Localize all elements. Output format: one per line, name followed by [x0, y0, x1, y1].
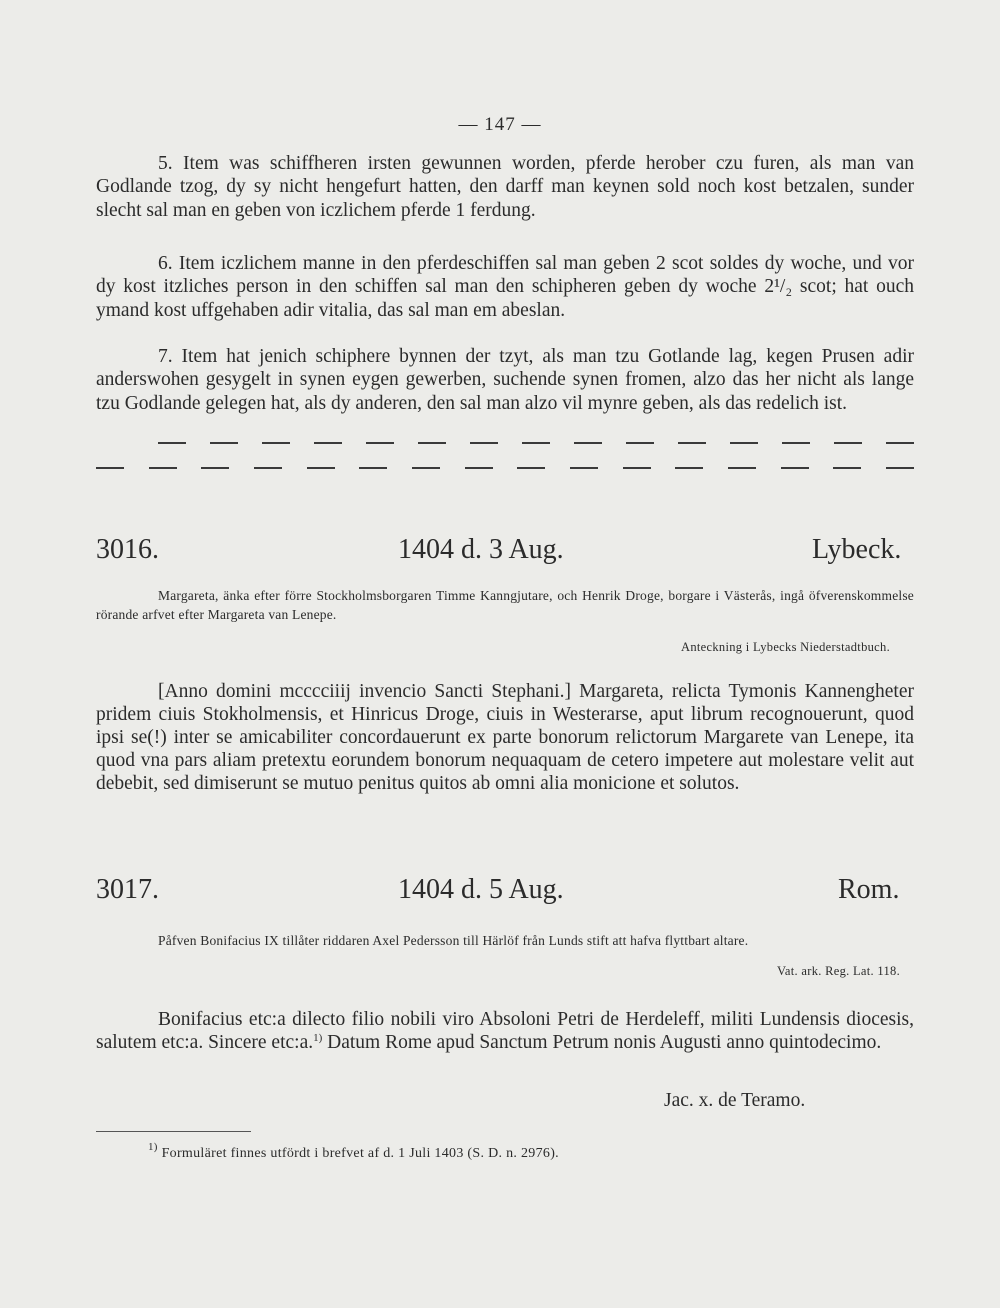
item-7-text: 7. Item hat jenich schiphere bynnen der tzyt, als man tzu Gotlande lag, kegen Prusen adir anderswohen gesygelt in synen eygen gewerben, suchende synen fromen, alzo das her nicht als lange tzu Godlande gelegen hat, als dy anderen, den sal man alzo vil mynre geben, als das redelich ist.	[96, 346, 914, 414]
entry-3016-text	[96, 680, 914, 795]
entry-3016-text-body: [Anno domini mcccciiij invencio Sancti Stephani.] Margareta, relicta Tymonis Kannengheter pridem ciuis Stokholmensis, et Hinricus Droge, ciuis in Westerarse, aput librum recognouerunt, quod ipsi se(!) inter se amicabiliter concordauerunt ex parte bonorum relictorum Margarete van Lenepe, ita quod vna pars aliam pretextu eorundem bonorum nequaquam de cetero impetere aut molestare velit aut debebit, sed dimiserunt se mutuo penitus quitos ab omni alia monicione et solutos.	[96, 681, 914, 794]
entry-3016-number: 3016.	[96, 534, 159, 565]
footnote-marker: 1)	[148, 1141, 158, 1153]
entry-3016-regest	[96, 586, 914, 624]
entry-3017-text-b: Datum Rome apud Sanctum Petrum nonis Augusti anno quintodecimo.	[327, 1032, 882, 1053]
omission-dashes-2	[96, 467, 914, 469]
entry-3016-regest-text: Margareta, änka efter förre Stockholmsborgaren Timme Kanngjutare, och Henrik Droge, borgare i Västerås, ingå öfverenskommelse rörande arfvet efter Margareta van Lenepe.	[96, 588, 914, 622]
item-6-text: 6. Item iczlichem manne in den pferdeschiffen sal man geben 2 scot soldes dy woche, und vor dy kost itzliches person in den schiffen sal man den schipheren geben dy woche	[96, 253, 914, 298]
item-5-paragraph	[96, 152, 914, 222]
entry-3016-date: 1404 d. 3 Aug.	[398, 534, 564, 565]
footnote-rule	[96, 1131, 251, 1132]
item-6-fraction: 2¹/₂	[764, 276, 793, 298]
page-number: — 147 —	[458, 114, 542, 135]
omission-dashes-1	[158, 442, 914, 444]
entry-3017-regest-text: Påfven Bonifacius IX tillåter riddaren Axel Pedersson till Härlöf från Lunds stift att hafva flyttbart altare.	[158, 933, 749, 948]
item-7-paragraph	[96, 345, 914, 415]
entry-3017-signature: Jac. x. de Teramo.	[664, 1090, 806, 1111]
entry-3017-text	[96, 1008, 914, 1054]
entry-3017-source: Vat. ark. Reg. Lat. 118.	[776, 964, 900, 978]
item-5-text: 5. Item was schiffheren irsten gewunnen worden, pferde herober czu furen, als man van Godlande tzog, dy sy nicht hengefurt hatten, den darff man keynen sold noch kost betzalen, sunder slecht sal man en geben von iczlichem pferde 1 ferdung.	[96, 153, 914, 221]
entry-3017-number: 3017.	[96, 874, 159, 905]
item-6-tail: scot; hat ouch ymand kost uffgehaben adir vitalia, das sal man em abeslan.	[96, 276, 915, 321]
entry-3017-date: 1404 d. 5 Aug.	[398, 874, 564, 905]
entry-3017-text-a: Bonifacius etc:a dilecto filio nobili viro Absoloni Petri de Herdeleff, militi Lundensis diocesis, salutem etc:a. Sincere etc:a.	[96, 1009, 914, 1053]
entry-3017-regest	[96, 931, 914, 950]
footnote-text: Formuläret finnes utfördt i brefvet af d. 1 Juli 1403 (S. D. n. 2976).	[161, 1146, 559, 1161]
entry-3017-place: Rom.	[838, 874, 900, 905]
entry-3016-place: Lybeck.	[812, 534, 902, 565]
footnote-reference-marker: 1)	[313, 1032, 323, 1044]
item-6-paragraph	[96, 252, 914, 322]
entry-3016-source: Anteckning i Lybecks Niederstadtbuch.	[681, 640, 890, 654]
footnote	[148, 1141, 559, 1162]
